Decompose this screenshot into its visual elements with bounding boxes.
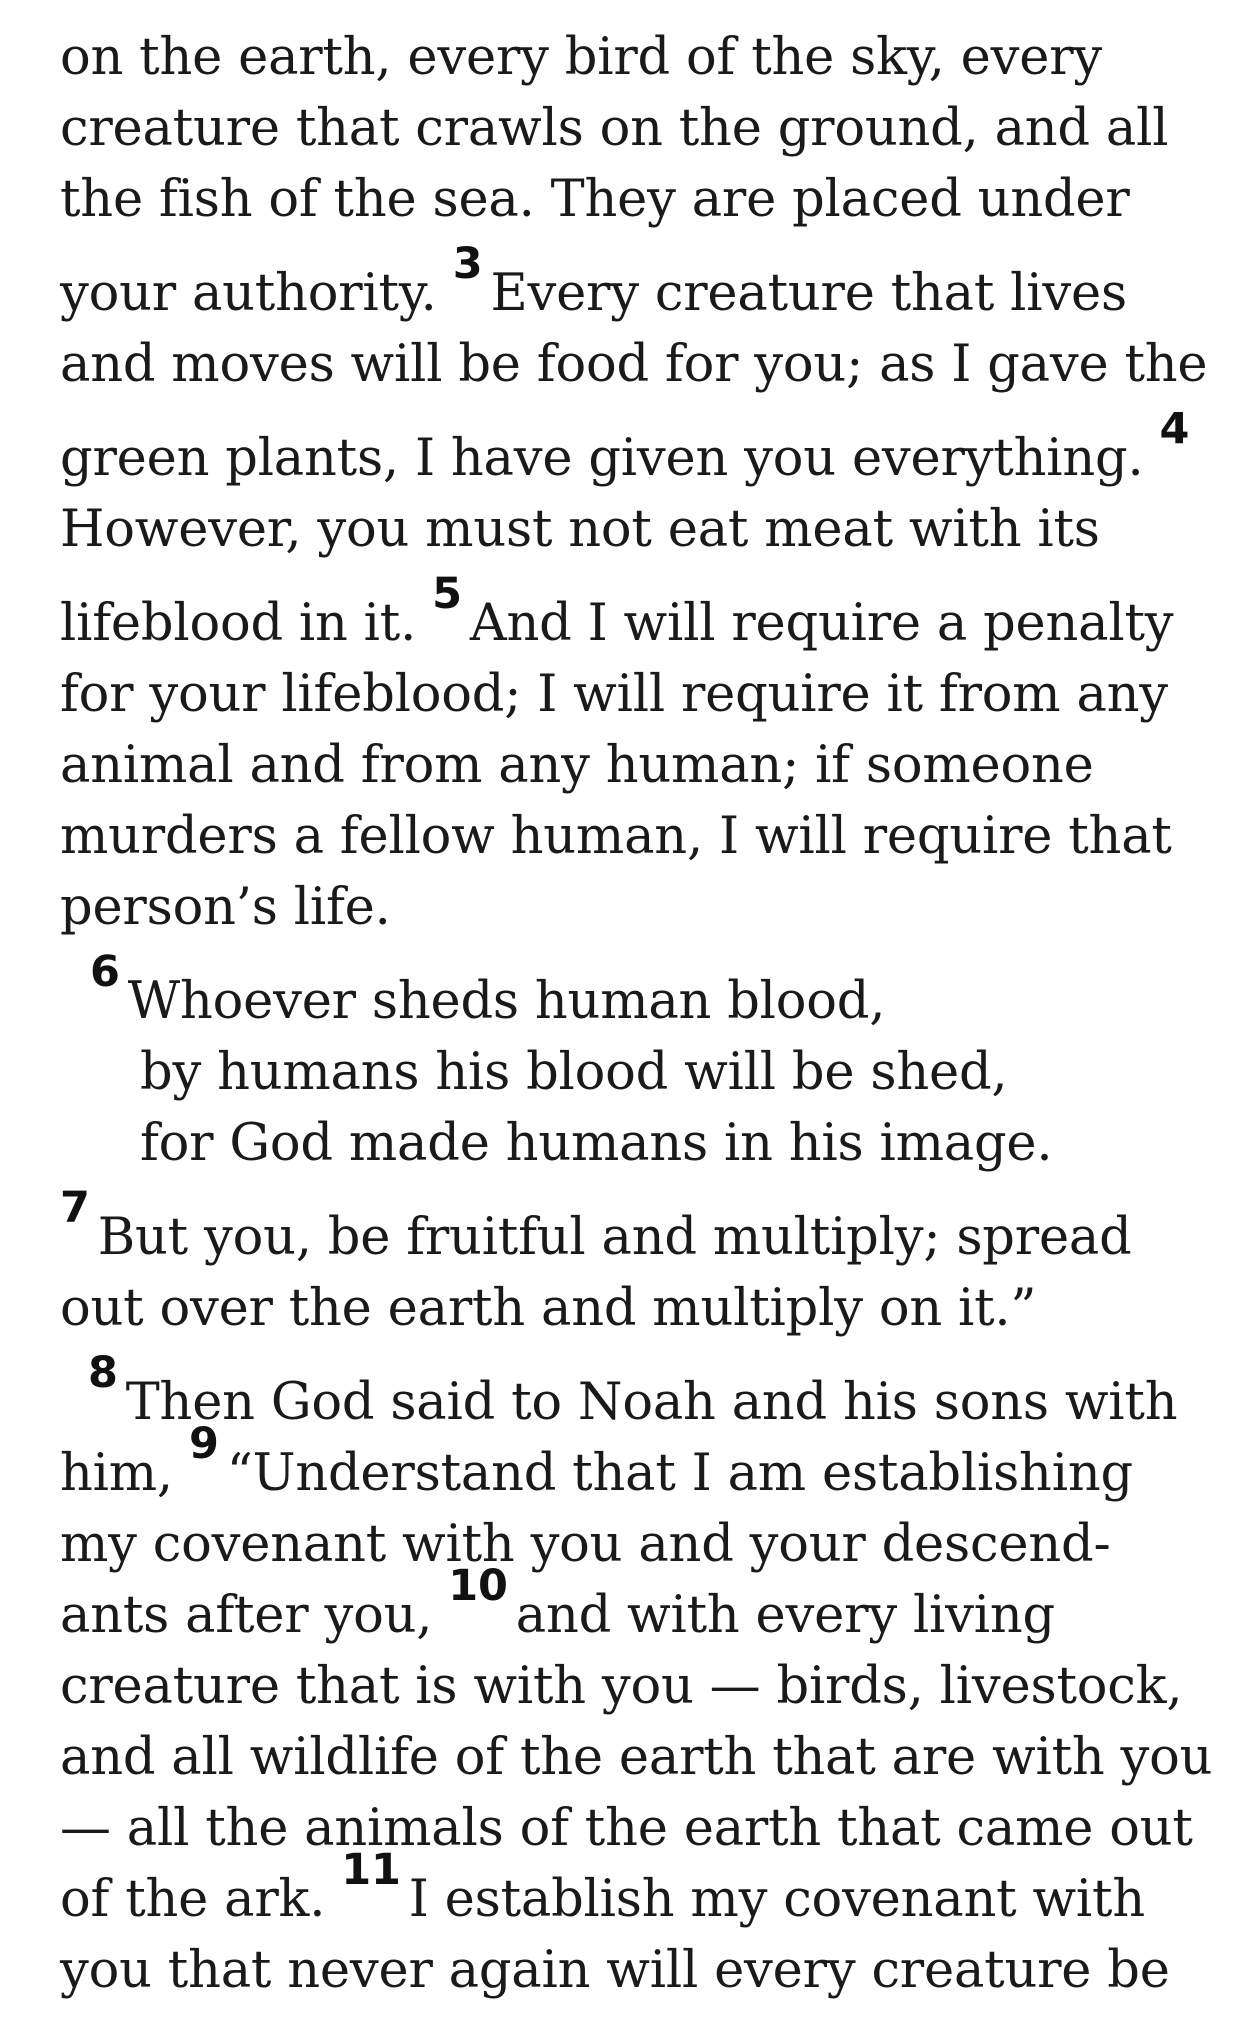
text-line bbox=[60, 1179, 1200, 1273]
text-line bbox=[60, 329, 1208, 400]
line-text: Then God said to Noah and his sons with bbox=[125, 1373, 1178, 1432]
verse-number: 6 bbox=[90, 947, 120, 997]
verse-number: 7 bbox=[60, 1183, 90, 1233]
line-text: Every creature that lives bbox=[490, 264, 1127, 323]
line-text: creature that is with you — birds, livestock, bbox=[60, 1657, 1183, 1716]
text-line bbox=[60, 1419, 1200, 1509]
line-text: on the earth, every bird of the sky, every bbox=[60, 28, 1103, 87]
poetry-line bbox=[60, 1108, 1200, 1179]
text-line bbox=[60, 235, 1200, 329]
line-text: and all wildlife of the earth that are with you bbox=[60, 1728, 1213, 1787]
line-text: And I will require a penalty bbox=[469, 594, 1174, 653]
verse-number: 11 bbox=[341, 1845, 401, 1895]
text-line bbox=[60, 1561, 1200, 1651]
text-line bbox=[60, 164, 1200, 235]
scripture-text bbox=[60, 0, 1213, 2006]
line-text: animal and from any human; if someone bbox=[60, 736, 1094, 795]
line-text: and moves will be food for you; as I gave the bbox=[60, 335, 1208, 394]
text-line bbox=[60, 1935, 1200, 2006]
text-line bbox=[60, 1845, 1200, 1935]
line-text: However, you must not eat meat with its bbox=[60, 500, 1100, 559]
text-line bbox=[60, 400, 1200, 494]
text-line bbox=[60, 1722, 1213, 1793]
text-line bbox=[60, 1651, 1200, 1722]
line-text: him, bbox=[60, 1444, 173, 1503]
verse-number: 3 bbox=[452, 239, 483, 289]
line-text: the fish of the sea. They are placed under bbox=[60, 170, 1130, 229]
line-text: “Understand that I am establishing bbox=[226, 1444, 1133, 1503]
line-text: — all the animals of the earth that came out bbox=[60, 1799, 1193, 1858]
line-text: ants after you, bbox=[60, 1586, 433, 1645]
text-line bbox=[60, 494, 1200, 565]
line-text: for God made humans in his image. bbox=[140, 1114, 1053, 1173]
text-line bbox=[60, 1509, 1200, 1580]
line-text: person’s life. bbox=[60, 878, 391, 937]
line-text: lifeblood in it. bbox=[60, 594, 417, 653]
text-line bbox=[60, 1344, 1200, 1438]
verse-number: 4 bbox=[1159, 404, 1190, 454]
text-line bbox=[60, 801, 1200, 872]
line-text: you that never again will every creature be bbox=[60, 1941, 1170, 2000]
text-line bbox=[60, 872, 1200, 943]
text-line bbox=[60, 730, 1200, 801]
text-line bbox=[60, 22, 1200, 93]
line-text: my covenant with you and your descend- bbox=[60, 1515, 1111, 1574]
verse-number: 5 bbox=[432, 569, 462, 619]
verse-number: 9 bbox=[188, 1419, 219, 1469]
line-text: Whoever sheds human blood, bbox=[127, 972, 886, 1031]
text-line bbox=[60, 1273, 1200, 1344]
line-text: murders a fellow human, I will require that bbox=[60, 807, 1172, 866]
text-line bbox=[60, 1793, 1200, 1864]
poetry-line bbox=[60, 943, 1200, 1037]
line-text: I establish my covenant with bbox=[408, 1870, 1145, 1929]
text-line bbox=[60, 659, 1200, 730]
line-text: out over the earth and multiply on it.” bbox=[60, 1279, 1037, 1338]
line-text: But you, be fruitful and multiply; spread bbox=[97, 1208, 1132, 1267]
poetry-line bbox=[60, 1037, 1200, 1108]
text-line bbox=[60, 93, 1200, 164]
verse-number: 8 bbox=[88, 1348, 118, 1398]
line-text: green plants, I have given you everything. bbox=[60, 429, 1144, 488]
line-text: of the ark. bbox=[60, 1870, 326, 1929]
line-text: your authority. bbox=[60, 264, 437, 323]
verse-number: 10 bbox=[448, 1561, 508, 1611]
line-text: for your lifeblood; I will require it from any bbox=[60, 665, 1168, 724]
line-text: creature that crawls on the ground, and all bbox=[60, 99, 1169, 158]
line-text: and with every living bbox=[515, 1586, 1055, 1645]
line-text: by humans his blood will be shed, bbox=[140, 1043, 1008, 1102]
text-line bbox=[60, 565, 1200, 659]
